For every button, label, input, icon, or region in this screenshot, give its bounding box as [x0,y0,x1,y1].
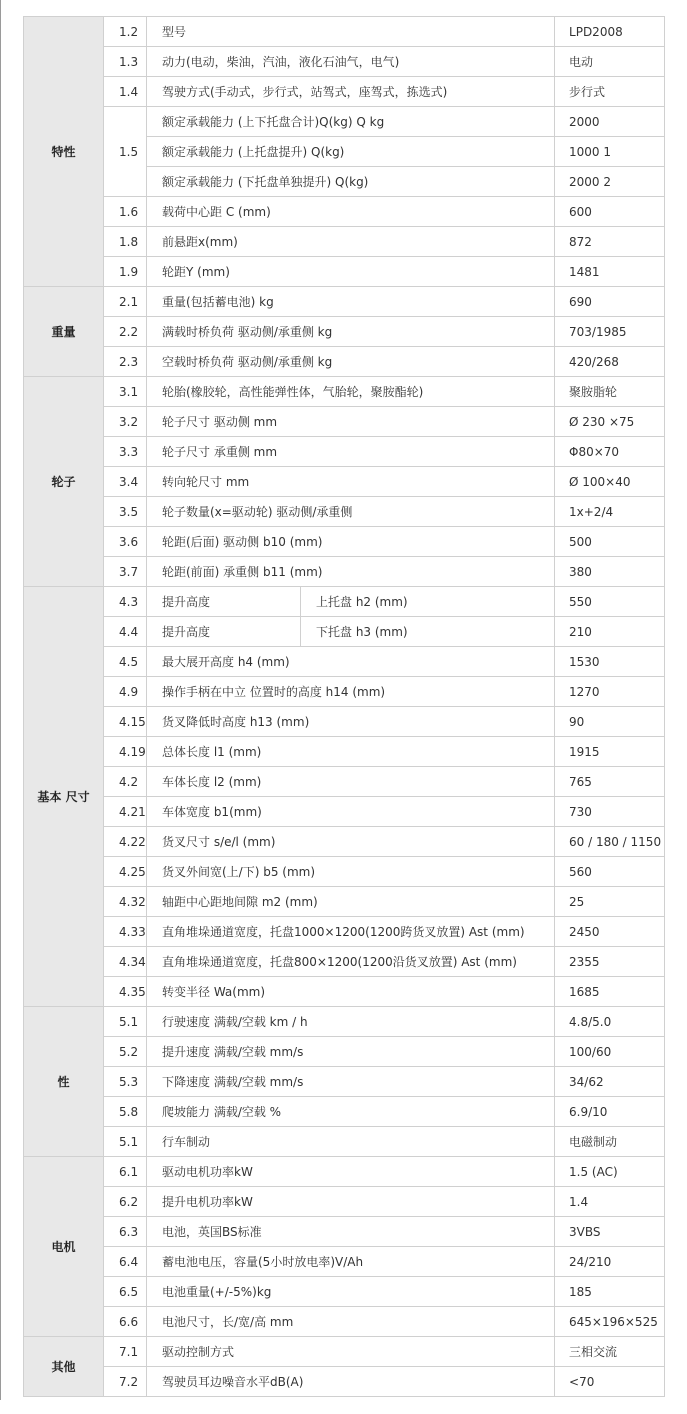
table-row [24,17,665,47]
parameter-value: 电磁制动 [555,1127,665,1157]
parameter-name: 载荷中心距 C (mm) [147,197,555,227]
parameter-value: 2000 2 [555,167,665,197]
parameter-value: 三相交流 [555,1337,665,1367]
parameter-value: 电动 [555,47,665,77]
table-row [24,1037,665,1067]
item-number: 4.25 [104,857,147,887]
table-row [24,107,665,137]
item-number: 2.2 [104,317,147,347]
parameter-name: 蓄电池电压，容量(5小时放电率)V/Ah [147,1247,555,1277]
item-number: 2.3 [104,347,147,377]
table-row [24,197,665,227]
parameter-value: 380 [555,557,665,587]
parameter-value: 2000 [555,107,665,137]
item-number: 6.5 [104,1277,147,1307]
parameter-value: 560 [555,857,665,887]
parameter-value: 2450 [555,917,665,947]
category-cell: 轮子 [24,377,104,587]
table-row [24,1127,665,1157]
item-number: 6.1 [104,1157,147,1187]
item-number: 4.21 [104,797,147,827]
category-cell: 性 [24,1007,104,1157]
parameter-name: 轮距(后面) 驱动侧 b10 (mm) [147,527,555,557]
parameter-value: 1530 [555,647,665,677]
parameter-value: 6.9/10 [555,1097,665,1127]
table-row [24,1337,665,1367]
item-number: 6.2 [104,1187,147,1217]
item-number: 1.9 [104,257,147,287]
item-number: 4.2 [104,767,147,797]
table-row [24,497,665,527]
table-row [24,587,665,617]
parameter-name: 驾驶方式(手动式，步行式，站驾式，座驾式，拣选式) [147,77,555,107]
table-row [24,317,665,347]
item-number: 1.6 [104,197,147,227]
parameter-name: 行驶速度 满载/空载 km / h [147,1007,555,1037]
parameter-name: 额定承载能力 (上托盘提升) Q(kg) [147,137,555,167]
parameter-name: 轮距(前面) 承重侧 b11 (mm) [147,557,555,587]
parameter-value: 1x+2/4 [555,497,665,527]
item-number: 1.2 [104,17,147,47]
category-cell: 特性 [24,17,104,287]
table-row [24,947,665,977]
parameter-value: 1.5 (AC) [555,1157,665,1187]
item-number: 5.1 [104,1127,147,1157]
parameter-value: 730 [555,797,665,827]
category-cell: 其他 [24,1337,104,1397]
parameter-name: 货叉降低时高度 h13 (mm) [147,707,555,737]
parameter-value: 550 [555,587,665,617]
parameter-sub-name: 下托盘 h3 (mm) [301,617,555,647]
parameter-name: 总体长度 l1 (mm) [147,737,555,767]
parameter-value: 185 [555,1277,665,1307]
parameter-name: 提升速度 满载/空载 mm/s [147,1037,555,1067]
table-row [24,227,665,257]
table-row [24,1097,665,1127]
parameter-value: 703/1985 [555,317,665,347]
item-number: 4.35 [104,977,147,1007]
table-row [24,257,665,287]
table-row [24,1277,665,1307]
item-number: 6.3 [104,1217,147,1247]
parameter-name: 驱动电机功率kW [147,1157,555,1187]
parameter-name: 操作手柄在中立 位置时的高度 h14 (mm) [147,677,555,707]
parameter-value: 60 / 180 / 1150 [555,827,665,857]
parameter-name: 满载时桥负荷 驱动侧/承重侧 kg [147,317,555,347]
table-row [24,1157,665,1187]
table-row [24,827,665,857]
parameter-name: 型号 [147,17,555,47]
table-row [24,467,665,497]
item-number: 3.5 [104,497,147,527]
parameter-name: 货叉尺寸 s/e/l (mm) [147,827,555,857]
parameter-value: 765 [555,767,665,797]
parameter-name: 轮胎(橡胶轮，高性能弹性体，气胎轮，聚胺酯轮) [147,377,555,407]
table-row [24,1247,665,1277]
parameter-value: 420/268 [555,347,665,377]
table-row [24,77,665,107]
table-row [24,977,665,1007]
parameter-name: 最大展开高度 h4 (mm) [147,647,555,677]
parameter-value: Ø 230 ×75 [555,407,665,437]
parameter-value: 872 [555,227,665,257]
item-number: 4.34 [104,947,147,977]
table-row [24,527,665,557]
parameter-value: 210 [555,617,665,647]
left-border-line [0,0,1,1400]
table-row [24,347,665,377]
parameter-name: 货叉外间宽(上/下) b5 (mm) [147,857,555,887]
table-row [24,557,665,587]
parameter-value: 4.8/5.0 [555,1007,665,1037]
item-number: 4.33 [104,917,147,947]
item-number: 1.5 [104,107,147,197]
parameter-name: 驱动控制方式 [147,1337,555,1367]
parameter-value: LPD2008 [555,17,665,47]
spec-table [23,16,665,1397]
parameter-name: 电池重量(+/-5%)kg [147,1277,555,1307]
parameter-name: 重量(包括蓄电池) kg [147,287,555,317]
item-number: 4.5 [104,647,147,677]
parameter-value: 25 [555,887,665,917]
table-row [24,917,665,947]
item-number: 4.9 [104,677,147,707]
item-number: 1.8 [104,227,147,257]
item-number: 3.7 [104,557,147,587]
table-row [24,887,665,917]
item-number: 3.4 [104,467,147,497]
parameter-name: 提升高度 [147,587,301,617]
table-row [24,677,665,707]
item-number: 3.2 [104,407,147,437]
parameter-value: 1270 [555,677,665,707]
parameter-name: 空载时桥负荷 驱动侧/承重侧 kg [147,347,555,377]
table-row [24,737,665,767]
parameter-value: 步行式 [555,77,665,107]
parameter-name: 前悬距x(mm) [147,227,555,257]
parameter-value: <70 [555,1367,665,1397]
parameter-value: 90 [555,707,665,737]
item-number: 6.6 [104,1307,147,1337]
category-cell: 重量 [24,287,104,377]
item-number: 5.3 [104,1067,147,1097]
item-number: 3.6 [104,527,147,557]
table-row [24,1187,665,1217]
parameter-name: 动力(电动，柴油，汽油，液化石油气，电气) [147,47,555,77]
item-number: 5.8 [104,1097,147,1127]
parameter-name: 转向轮尺寸 mm [147,467,555,497]
parameter-name: 电池，英国BS标准 [147,1217,555,1247]
item-number: 5.1 [104,1007,147,1037]
parameter-name: 提升高度 [147,617,301,647]
item-number: 4.19 [104,737,147,767]
parameter-name: 轮子数量(x=驱动轮) 驱动侧/承重侧 [147,497,555,527]
parameter-name: 行车制动 [147,1127,555,1157]
item-number: 4.22 [104,827,147,857]
parameter-value: 600 [555,197,665,227]
parameter-value: 1685 [555,977,665,1007]
item-number: 4.3 [104,587,147,617]
parameter-name: 直角堆垛通道宽度，托盘1000×1200(1200跨货叉放置) Ast (mm) [147,917,555,947]
parameter-value: 500 [555,527,665,557]
parameter-name: 提升电机功率kW [147,1187,555,1217]
parameter-name: 直角堆垛通道宽度，托盘800×1200(1200沿货叉放置) Ast (mm) [147,947,555,977]
table-row [24,287,665,317]
table-row [24,437,665,467]
item-number: 6.4 [104,1247,147,1277]
item-number: 4.32 [104,887,147,917]
item-number: 4.15 [104,707,147,737]
parameter-value: 34/62 [555,1067,665,1097]
parameter-name: 额定承载能力 (下托盘单独提升) Q(kg) [147,167,555,197]
parameter-name: 车体宽度 b1(mm) [147,797,555,827]
parameter-value: 100/60 [555,1037,665,1067]
parameter-value: 1000 1 [555,137,665,167]
item-number: 3.3 [104,437,147,467]
table-row [24,1367,665,1397]
parameter-name: 爬坡能力 满载/空载 % [147,1097,555,1127]
item-number: 7.2 [104,1367,147,1397]
parameter-name: 电池尺寸，长/宽/高 mm [147,1307,555,1337]
parameter-value: 2355 [555,947,665,977]
item-number: 2.1 [104,287,147,317]
parameter-value: 3VBS [555,1217,665,1247]
table-row [24,617,665,647]
table-row [24,1217,665,1247]
parameter-value: 1915 [555,737,665,767]
table-row [24,1007,665,1037]
category-cell: 基本 尺寸 [24,587,104,1007]
table-row [24,407,665,437]
table-row [24,797,665,827]
table-row [24,707,665,737]
table-row [24,647,665,677]
parameter-name: 下降速度 满载/空载 mm/s [147,1067,555,1097]
item-number: 5.2 [104,1037,147,1067]
parameter-sub-name: 上托盘 h2 (mm) [301,587,555,617]
parameter-name: 转变半径 Wa(mm) [147,977,555,1007]
table-row [24,377,665,407]
table-row [24,857,665,887]
table-row [24,1307,665,1337]
parameter-name: 驾驶员耳边噪音水平dB(A) [147,1367,555,1397]
parameter-value: Φ80×70 [555,437,665,467]
parameter-value: 1.4 [555,1187,665,1217]
parameter-value: 645×196×525 [555,1307,665,1337]
parameter-name: 额定承载能力 (上下托盘合计)Q(kg) Q kg [147,107,555,137]
parameter-name: 轴距中心距地间隙 m2 (mm) [147,887,555,917]
parameter-value: 1481 [555,257,665,287]
parameter-value: 24/210 [555,1247,665,1277]
item-number: 1.4 [104,77,147,107]
parameter-name: 轮子尺寸 驱动侧 mm [147,407,555,437]
table-row [24,47,665,77]
parameter-name: 轮子尺寸 承重侧 mm [147,437,555,467]
item-number: 4.4 [104,617,147,647]
parameter-value: 聚胺脂轮 [555,377,665,407]
item-number: 1.3 [104,47,147,77]
parameter-value: 690 [555,287,665,317]
category-cell: 电机 [24,1157,104,1337]
item-number: 3.1 [104,377,147,407]
parameter-name: 轮距Y (mm) [147,257,555,287]
table-row [24,767,665,797]
parameter-name: 车体长度 l2 (mm) [147,767,555,797]
item-number: 7.1 [104,1337,147,1367]
table-row [24,1067,665,1097]
parameter-value: Ø 100×40 [555,467,665,497]
